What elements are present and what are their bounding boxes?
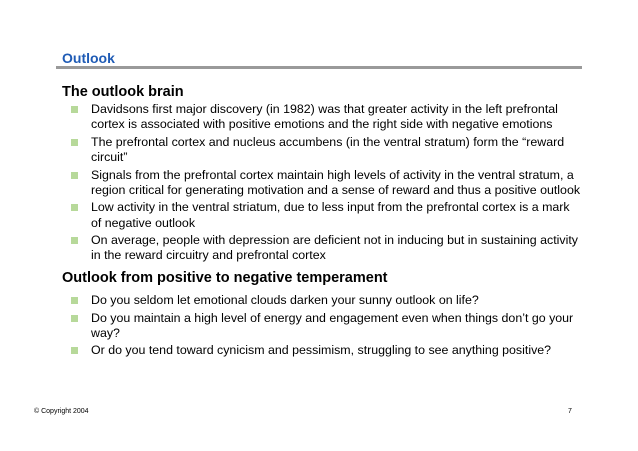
square-bullet-icon bbox=[71, 347, 78, 354]
list-item: Do you seldom let emotional clouds darken your sunny outlook on life? bbox=[70, 293, 582, 308]
list-item: On average, people with depression are deficient not in inducing but in sustaining activity in the reward circuitry and prefrontal cortex bbox=[70, 233, 582, 263]
list-item: Or do you tend toward cynicism and pessimism, struggling to see anything positive? bbox=[70, 343, 582, 358]
list-item: The prefrontal cortex and nucleus accumbens (in the ventral stratum) form the “reward circuit” bbox=[70, 135, 582, 165]
square-bullet-icon bbox=[71, 237, 78, 244]
square-bullet-icon bbox=[71, 297, 78, 304]
square-bullet-icon bbox=[71, 139, 78, 146]
list-item: Davidsons first major discovery (in 1982) was that greater activity in the left prefrontal cortex is associated with positive emotions and the right side with negative emotions bbox=[70, 102, 582, 132]
section-heading-outlook-brain: The outlook brain bbox=[62, 84, 184, 100]
bullet-list-temperament bbox=[70, 293, 582, 361]
section-heading-temperament: Outlook from positive to negative temperament bbox=[62, 270, 388, 286]
list-item: Do you maintain a high level of energy and engagement even when things don’t go your way? bbox=[70, 311, 582, 341]
bullet-list-outlook-brain bbox=[70, 102, 582, 266]
square-bullet-icon bbox=[71, 172, 78, 179]
slide-title: Outlook bbox=[62, 50, 115, 66]
copyright-notice: © Copyright 2004 bbox=[34, 408, 89, 415]
list-item: Low activity in the ventral striatum, due to less input from the prefrontal cortex is a mark of negative outlook bbox=[70, 200, 582, 230]
list-item: Signals from the prefrontal cortex maintain high levels of activity in the ventral stratum, a region critical for generating motivation and a sense of reward and thus a positive outlook bbox=[70, 168, 582, 198]
square-bullet-icon bbox=[71, 106, 78, 113]
square-bullet-icon bbox=[71, 204, 78, 211]
title-divider bbox=[56, 66, 582, 69]
square-bullet-icon bbox=[71, 315, 78, 322]
page-number: 7 bbox=[568, 408, 572, 415]
